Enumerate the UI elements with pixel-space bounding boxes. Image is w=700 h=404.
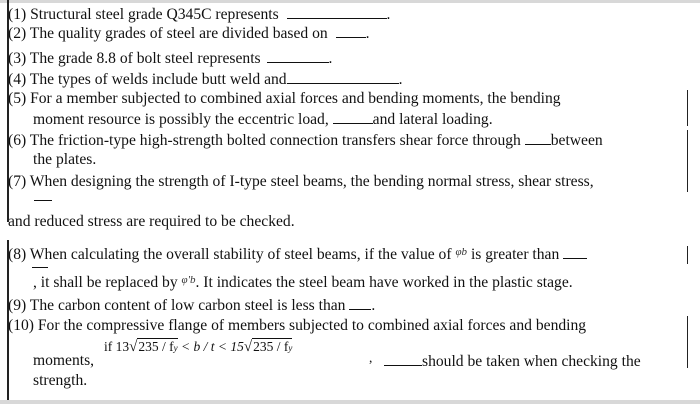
question-2: [8, 24, 370, 43]
question-3: [8, 49, 332, 68]
period: .: [398, 71, 403, 88]
question-1: [8, 5, 390, 24]
phi-b-symbol: φb: [455, 246, 468, 258]
answer-blank-4[interactable]: [287, 70, 399, 84]
answer-blank-2[interactable]: [336, 24, 366, 38]
question-6-line-1: [8, 131, 603, 150]
question-9-text: (9) The carbon content of low carbon steel is less than: [8, 297, 346, 314]
question-8-text-b: is greater than: [470, 246, 560, 263]
comma: ,: [369, 350, 373, 365]
answer-blank-8a[interactable]: [563, 245, 587, 259]
question-8-text-d: . It indicates the steel beam have worked in the plastic stage.: [195, 274, 573, 291]
question-7-line-1: [8, 173, 594, 191]
question-2-text: (2) The quality grades of steel are divided based on: [8, 25, 328, 42]
right-border-q5: [687, 90, 689, 126]
answer-blank-6[interactable]: [525, 131, 551, 145]
question-8-text-c: , it shall be replaced by: [33, 274, 178, 291]
question-5-text: (5) For a member subjected to combined axial forces and bending moments, the bending: [8, 90, 561, 107]
period: .: [365, 25, 370, 42]
formula-subscript: y: [288, 343, 293, 353]
phi-b-prime-symbol: φ'b: [181, 274, 196, 286]
question-10-line-2-right: [384, 352, 641, 371]
question-6-text-b: between: [550, 132, 603, 149]
question-10-line-3: [33, 372, 87, 390]
question-6-text-c: the plates.: [33, 151, 97, 168]
formula-middle: < b / t < 15: [177, 339, 244, 354]
answer-blank-7[interactable]: [34, 198, 52, 201]
question-5-text-c: and lateral loading.: [372, 111, 493, 128]
question-6-line-2: [33, 151, 96, 169]
question-9: [8, 296, 375, 315]
formula-subscript: y: [173, 343, 178, 353]
question-8-text: (8) When calculating the overall stability of steel beams, if the value of: [8, 246, 452, 263]
question-1-text: (1) Structural steel grade Q345C represents: [8, 6, 279, 23]
question-5-text-b: moment resource is possibly the eccentric load,: [33, 111, 329, 128]
question-7-text: (7) When designing the strength of I-type steel beams, the bending normal stress, shear stress,: [8, 173, 594, 190]
question-4-text: (4) The types of welds include butt weld and: [8, 71, 287, 88]
width-thickness-formula: if 13√235 / fy < b / t < 15√235 / fy: [104, 339, 293, 355]
question-10-text: (10) For the compressive flange of members subjected to combined axial forces and bending: [8, 317, 587, 334]
formula-prefix: if 13: [104, 339, 130, 354]
question-10-text-c: should be taken when checking the: [422, 353, 641, 370]
formula-root-1: 235 / f: [138, 339, 174, 354]
question-3-text: (3) The grade 8.8 of bolt steel represents: [8, 50, 261, 67]
answer-blank-9[interactable]: [349, 296, 371, 310]
answer-blank-1[interactable]: [287, 5, 387, 19]
question-10-line-1: [8, 317, 680, 335]
question-10-line-2: [33, 352, 94, 370]
period: .: [328, 50, 333, 67]
question-5-line-1: [8, 90, 680, 108]
question-8-line-1: [8, 245, 587, 265]
right-border-q10: [687, 316, 689, 368]
right-border-q8: [687, 246, 689, 264]
question-5-line-2: [33, 110, 493, 129]
period: .: [371, 297, 376, 314]
bottom-edge: [0, 400, 700, 404]
question-6-text: (6) The friction-type high-strength bolted connection transfers shear force through: [8, 132, 521, 149]
period: .: [386, 6, 391, 23]
question-7-text-b: and reduced stress are required to be checked.: [8, 213, 295, 230]
question-10-text-d: strength.: [33, 372, 88, 389]
formula-root-2: 235 / f: [253, 339, 289, 354]
question-8-line-2: [33, 274, 573, 293]
answer-blank-8b[interactable]: [32, 265, 48, 268]
question-7-line-2: [8, 213, 295, 231]
answer-blank-10[interactable]: [384, 352, 422, 366]
formula-comma: [369, 350, 372, 366]
answer-blank-5[interactable]: [333, 110, 373, 124]
question-10-text-b: moments,: [33, 352, 95, 369]
right-border-q7: [687, 172, 689, 192]
answer-blank-3[interactable]: [267, 49, 329, 63]
question-4: [8, 70, 403, 89]
top-edge: [0, 0, 700, 3]
